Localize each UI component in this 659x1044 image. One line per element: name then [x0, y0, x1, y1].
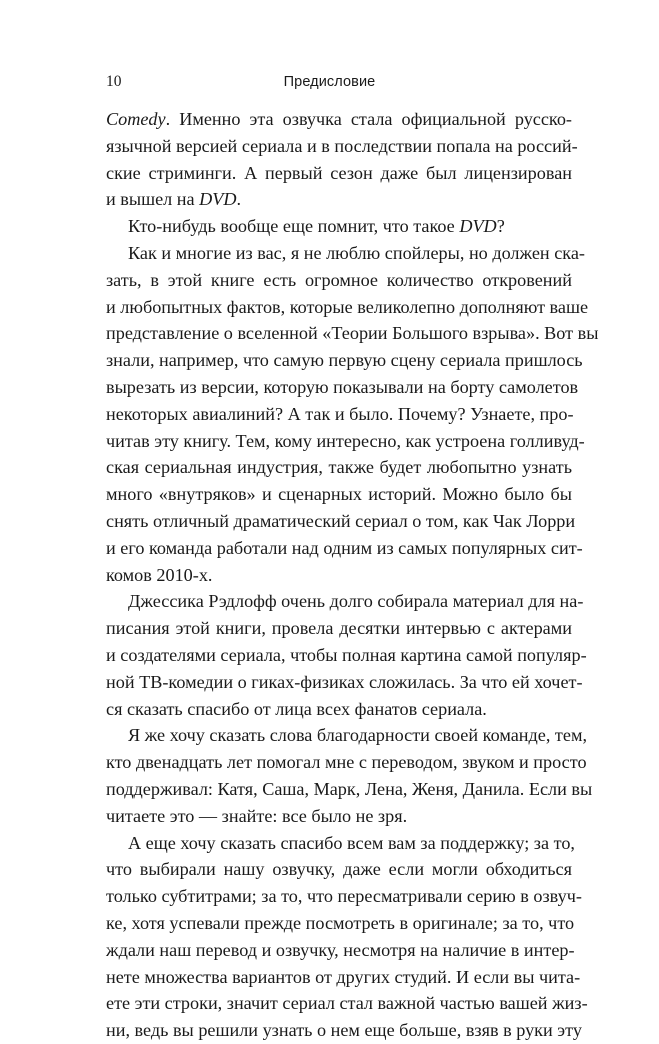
text-line: нете множества вариантов от других студий. И если вы чита-	[106, 966, 581, 987]
text-line: и любопытных фактов, которые великолепно дополняют ваше	[106, 296, 589, 317]
text-line: ке, хотя успевали прежде посмотреть в оригинале; за то, что	[106, 912, 575, 933]
text-line	[106, 186, 572, 213]
text-line: и его команда работали над одним из самых популярных сит-	[106, 537, 583, 558]
text-line: комов 2010-х.	[106, 564, 213, 585]
text-line: читаете это — знайте: все было не зря.	[106, 805, 408, 826]
italic-word: Comedy	[106, 109, 166, 129]
text-line: читав эту книгу. Тем, кому интересно, как устроена голливуд-	[106, 430, 585, 451]
text-line: некоторых авиалиний? А так и было. Почему? Узнаете, про-	[106, 403, 574, 424]
text-line	[106, 106, 572, 133]
line-pre: и вышел на	[106, 189, 200, 210]
text-line: ская сериальная индустрия, также будет любопытно узнать	[106, 457, 572, 478]
line-post: .	[236, 189, 242, 210]
text-line: ете эти строки, значит сериал стал важной частью вашей жиз-	[106, 993, 588, 1014]
text-line: снять отличный драматический сериал о том, как Чак Лорри	[106, 510, 576, 531]
text-line: знали, например, что самую первую сцену сериала пришлось	[106, 350, 583, 371]
text-line: ждали наш перевод и озвучку, несмотря на наличие в интер-	[106, 939, 575, 960]
line-rest: . Именно эта озвучка стала официальной русско-	[165, 109, 572, 129]
text-line: кто двенадцать лет помогал мне с переводом, звуком и просто	[106, 752, 587, 773]
text-line: язычной версией сериала и в последствии попала на россий-	[106, 135, 578, 156]
text-line: поддерживал: Катя, Саша, Марк, Лена, Женя, Данила. Если вы	[106, 778, 593, 799]
text-line	[106, 213, 572, 240]
page-number: 10	[106, 73, 122, 90]
text-line: Джессика Рэдлофф очень долго собирала материал для на-	[128, 591, 584, 612]
italic-word: DVD	[199, 189, 237, 210]
text-line: Я же хочу сказать слова благодарности своей команде, тем,	[128, 725, 588, 746]
text-line: представление о вселенной «Теории Большого взрыва». Вот вы	[106, 323, 599, 344]
running-head-title: Предисловие	[283, 74, 376, 90]
text-line: только субтитрами; за то, что пересматривали серию в озвуч-	[106, 886, 582, 907]
text-line: что выбирали нашу озвучку, даже если могли обходиться	[106, 859, 572, 880]
line-post: ?	[496, 216, 505, 237]
text-line: ся сказать спасибо от лица всех фанатов сериала.	[106, 698, 487, 719]
text-line: много «внутряков» и сценарных историй. Можно было бы	[106, 484, 572, 505]
italic-word: DVD	[459, 216, 497, 237]
body-text	[106, 106, 599, 1044]
text-line: Как и многие из вас, я не люблю спойлеры, но должен ска-	[128, 242, 585, 263]
text-line: вырезать из версии, которую показывали на борту самолетов	[106, 376, 579, 397]
text-line: и создателями сериала, чтобы полная картина самой популяр-	[106, 644, 587, 665]
text-line: ни, ведь вы решили узнать о нем еще больше, взяв в руки эту	[106, 1020, 582, 1041]
line-pre: Кто-нибудь вообще еще помнит, что такое	[128, 216, 460, 237]
text-line: ной ТВ-комедии о гиках-физиках сложилась. За что ей хочет-	[106, 671, 583, 692]
text-line: писания этой книги, провела десятки интервью с актерами	[106, 618, 572, 639]
text-line: А еще хочу сказать спасибо всем вам за поддержку; за то,	[128, 832, 575, 853]
text-line: зать, в этой книге есть огромное количество откровений	[106, 269, 572, 290]
text-line: ские стриминги. А первый сезон даже был лицензирован	[106, 162, 572, 183]
